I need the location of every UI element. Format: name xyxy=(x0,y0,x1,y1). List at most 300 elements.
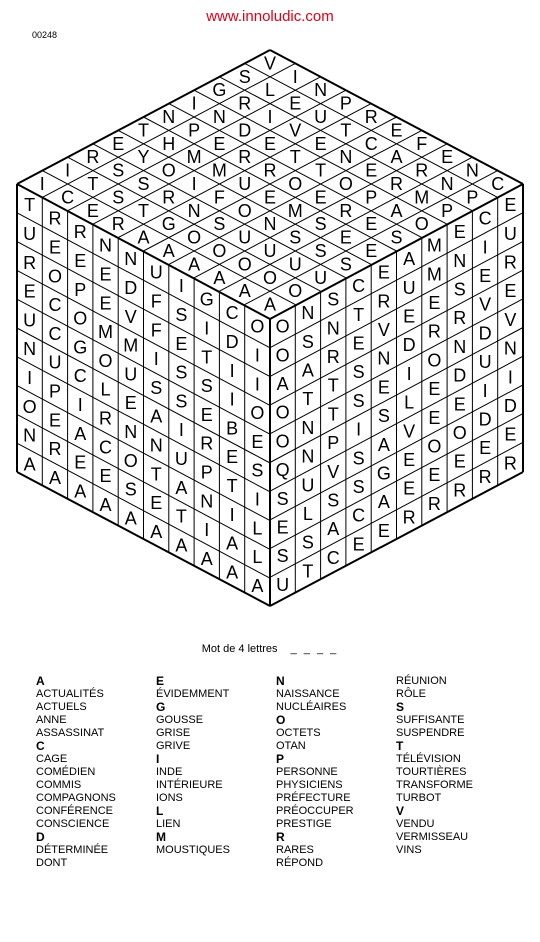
left-cell-letter[interactable]: I xyxy=(254,489,260,510)
right-cell-letter[interactable]: D xyxy=(478,323,492,344)
top-cell-letter[interactable]: P xyxy=(188,120,201,141)
right-cell-letter[interactable]: A xyxy=(377,434,390,455)
left-cell-letter[interactable]: N xyxy=(99,235,112,256)
left-cell-letter[interactable]: E xyxy=(150,493,163,514)
right-cell-letter[interactable]: I xyxy=(356,419,362,440)
left-cell-letter[interactable]: U xyxy=(149,262,163,283)
top-cell-letter[interactable]: E xyxy=(263,133,277,154)
right-cell-letter[interactable]: N xyxy=(453,336,467,357)
right-cell-letter[interactable]: V xyxy=(504,309,517,330)
top-cell-letter[interactable]: I xyxy=(65,160,71,181)
right-cell-letter[interactable]: D xyxy=(478,409,492,430)
top-cell-letter[interactable]: A xyxy=(213,267,226,288)
right-cell-letter[interactable]: T xyxy=(353,304,365,325)
right-cell-letter[interactable]: E xyxy=(479,438,492,459)
left-cell-letter[interactable]: P xyxy=(48,381,62,402)
left-cell-letter[interactable]: I xyxy=(204,520,210,540)
right-cell-letter[interactable]: I xyxy=(507,367,513,388)
left-cell-letter[interactable]: E xyxy=(23,281,36,302)
right-cell-letter[interactable]: E xyxy=(453,394,466,415)
top-cell-letter[interactable]: P xyxy=(466,187,479,208)
right-cell-letter[interactable]: S xyxy=(453,279,466,300)
left-cell-letter[interactable]: I xyxy=(229,360,235,381)
left-cell-letter[interactable]: A xyxy=(150,406,163,427)
top-cell-letter[interactable]: S xyxy=(289,227,302,248)
left-cell-letter[interactable]: O xyxy=(123,450,138,471)
top-cell-letter[interactable]: D xyxy=(238,120,252,141)
top-cell-letter[interactable]: M xyxy=(287,200,303,221)
left-cell-letter[interactable]: E xyxy=(124,393,137,414)
top-cell-letter[interactable]: N xyxy=(465,160,479,181)
top-cell-letter[interactable]: S xyxy=(112,187,125,208)
top-cell-letter[interactable]: E xyxy=(314,187,327,208)
right-cell-letter[interactable]: D xyxy=(453,365,467,386)
right-cell-letter[interactable]: N xyxy=(453,250,467,271)
left-cell-letter[interactable]: S xyxy=(175,362,188,383)
left-cell-letter[interactable]: T xyxy=(226,475,238,496)
right-cell-letter[interactable]: R xyxy=(326,347,340,367)
top-cell-letter[interactable]: G xyxy=(161,214,176,235)
right-cell-letter[interactable]: E xyxy=(453,222,466,243)
top-cell-letter[interactable]: R xyxy=(86,147,100,168)
top-cell-letter[interactable]: A xyxy=(390,200,403,221)
top-cell-letter[interactable]: A xyxy=(137,227,150,248)
right-cell-letter[interactable]: S xyxy=(377,406,390,427)
top-cell-letter[interactable]: A xyxy=(188,254,201,275)
left-cell-letter[interactable]: G xyxy=(199,289,214,310)
left-cell-letter[interactable]: I xyxy=(178,276,184,297)
top-cell-letter[interactable]: I xyxy=(191,93,197,114)
left-cell-letter[interactable]: A xyxy=(124,508,137,529)
top-cell-letter[interactable]: O xyxy=(288,281,303,302)
right-cell-letter[interactable]: R xyxy=(503,453,517,474)
right-cell-letter[interactable]: S xyxy=(327,289,340,310)
right-cell-letter[interactable]: E xyxy=(403,478,416,499)
left-cell-letter[interactable]: E xyxy=(99,293,112,314)
left-cell-letter[interactable]: O xyxy=(250,316,265,337)
left-cell-letter[interactable]: R xyxy=(48,208,62,229)
left-cell-letter[interactable]: I xyxy=(27,367,33,388)
right-cell-letter[interactable]: E xyxy=(453,451,466,472)
left-cell-letter[interactable]: C xyxy=(73,366,87,387)
right-cell-letter[interactable]: V xyxy=(377,320,390,340)
left-cell-letter[interactable]: A xyxy=(251,575,264,596)
top-cell-letter[interactable]: E xyxy=(339,227,352,248)
top-cell-letter[interactable]: E xyxy=(441,147,454,168)
right-cell-letter[interactable]: U xyxy=(402,277,416,298)
right-cell-letter[interactable]: V xyxy=(327,461,340,482)
top-cell-letter[interactable]: U xyxy=(238,174,252,194)
right-cell-letter[interactable]: E xyxy=(403,450,416,470)
top-cell-letter[interactable]: T xyxy=(289,147,301,168)
top-cell-letter[interactable]: I xyxy=(39,174,45,194)
top-cell-letter[interactable]: O xyxy=(288,174,303,194)
left-cell-letter[interactable]: A xyxy=(150,521,163,542)
top-cell-letter[interactable]: U xyxy=(288,254,302,275)
left-cell-letter[interactable]: R xyxy=(200,433,214,454)
right-cell-letter[interactable]: A xyxy=(276,374,289,394)
right-cell-letter[interactable]: U xyxy=(276,574,290,595)
left-cell-letter[interactable]: O xyxy=(250,403,265,424)
left-cell-letter[interactable]: D xyxy=(124,277,138,298)
right-cell-letter[interactable]: G xyxy=(376,463,391,484)
right-cell-letter[interactable]: D xyxy=(402,335,416,356)
left-cell-letter[interactable]: M xyxy=(98,322,113,343)
right-cell-letter[interactable]: C xyxy=(352,276,366,297)
left-cell-letter[interactable]: G xyxy=(73,337,88,358)
top-cell-letter[interactable]: I xyxy=(267,107,273,127)
right-cell-letter[interactable]: M xyxy=(426,235,442,256)
left-cell-letter[interactable]: O xyxy=(98,350,113,371)
left-cell-letter[interactable]: R xyxy=(23,252,37,273)
left-cell-letter[interactable]: V xyxy=(124,306,137,327)
right-cell-letter[interactable]: O xyxy=(452,423,467,443)
top-cell-letter[interactable]: S xyxy=(339,254,352,275)
left-cell-letter[interactable]: F xyxy=(150,320,162,341)
left-cell-letter[interactable]: B xyxy=(226,418,239,439)
right-cell-letter[interactable]: S xyxy=(352,390,365,411)
left-cell-letter[interactable]: I xyxy=(229,504,235,525)
left-cell-letter[interactable]: T xyxy=(175,506,187,527)
right-cell-letter[interactable]: V xyxy=(479,294,492,315)
top-cell-letter[interactable]: P xyxy=(339,93,352,114)
left-cell-letter[interactable]: S xyxy=(175,304,188,325)
top-cell-letter[interactable]: M xyxy=(211,160,227,181)
left-cell-letter[interactable]: S xyxy=(175,391,188,412)
right-cell-letter[interactable]: I xyxy=(482,237,488,258)
right-cell-letter[interactable]: C xyxy=(326,547,340,568)
left-cell-letter[interactable]: I xyxy=(77,394,83,415)
top-cell-letter[interactable]: E xyxy=(365,214,378,235)
right-cell-letter[interactable]: S xyxy=(301,532,314,553)
left-cell-letter[interactable]: E xyxy=(226,447,239,468)
left-cell-letter[interactable]: M xyxy=(123,335,139,356)
right-cell-letter[interactable]: E xyxy=(428,465,441,486)
site-url-link[interactable]: www.innoludic.com xyxy=(206,8,334,25)
top-cell-letter[interactable]: O xyxy=(187,227,202,248)
left-cell-letter[interactable]: L xyxy=(100,379,111,400)
top-cell-letter[interactable]: O xyxy=(212,241,227,261)
right-cell-letter[interactable]: E xyxy=(428,407,441,428)
right-cell-letter[interactable]: I xyxy=(482,380,488,401)
right-cell-letter[interactable]: E xyxy=(504,424,517,445)
top-cell-letter[interactable]: H xyxy=(162,133,176,154)
top-cell-letter[interactable]: C xyxy=(491,174,505,194)
left-cell-letter[interactable]: A xyxy=(74,423,87,444)
left-cell-letter[interactable]: N xyxy=(23,339,37,360)
top-cell-letter[interactable]: R xyxy=(238,147,252,168)
left-cell-letter[interactable]: D xyxy=(225,331,239,352)
top-cell-letter[interactable]: O xyxy=(338,174,353,194)
left-cell-letter[interactable]: T xyxy=(150,464,162,485)
right-cell-letter[interactable]: O xyxy=(275,431,290,452)
right-cell-letter[interactable]: V xyxy=(403,421,416,442)
top-cell-letter[interactable]: E xyxy=(365,241,378,261)
left-cell-letter[interactable]: A xyxy=(175,477,188,498)
right-cell-letter[interactable]: N xyxy=(377,348,391,369)
right-cell-letter[interactable]: P xyxy=(327,433,340,454)
top-cell-letter[interactable]: S xyxy=(314,241,327,261)
top-cell-letter[interactable]: T xyxy=(340,120,352,141)
top-cell-letter[interactable]: U xyxy=(314,267,328,288)
right-cell-letter[interactable]: L xyxy=(404,392,415,413)
top-cell-letter[interactable]: A xyxy=(162,241,175,261)
left-cell-letter[interactable]: E xyxy=(251,431,264,452)
top-cell-letter[interactable]: N xyxy=(440,174,454,194)
right-cell-letter[interactable]: O xyxy=(275,345,290,366)
top-cell-letter[interactable]: I xyxy=(191,174,197,194)
left-cell-letter[interactable]: A xyxy=(226,533,239,554)
right-cell-letter[interactable]: O xyxy=(427,436,442,457)
top-cell-letter[interactable]: A xyxy=(390,147,403,168)
right-cell-letter[interactable]: S xyxy=(352,477,365,497)
left-cell-letter[interactable]: A xyxy=(48,467,62,488)
left-cell-letter[interactable]: C xyxy=(99,437,112,458)
left-cell-letter[interactable]: N xyxy=(124,421,138,442)
top-cell-letter[interactable]: R xyxy=(364,107,378,127)
top-cell-letter[interactable]: E xyxy=(263,187,277,208)
right-cell-letter[interactable]: T xyxy=(302,561,314,582)
right-cell-letter[interactable]: R xyxy=(402,507,416,528)
left-cell-letter[interactable]: L xyxy=(252,518,263,539)
left-cell-letter[interactable]: N xyxy=(124,249,138,270)
top-cell-letter[interactable]: E xyxy=(314,133,327,154)
top-cell-letter[interactable]: N xyxy=(314,80,328,101)
right-cell-letter[interactable]: S xyxy=(352,362,365,383)
left-cell-letter[interactable]: N xyxy=(200,491,214,512)
left-cell-letter[interactable]: N xyxy=(149,435,163,456)
left-cell-letter[interactable]: F xyxy=(150,291,162,312)
left-cell-letter[interactable]: I xyxy=(254,374,260,395)
top-cell-letter[interactable]: R xyxy=(263,160,277,181)
left-cell-letter[interactable]: E xyxy=(74,250,87,271)
right-cell-letter[interactable]: E xyxy=(428,379,441,400)
left-cell-letter[interactable]: E xyxy=(175,333,188,354)
left-cell-letter[interactable]: E xyxy=(99,466,112,487)
right-cell-letter[interactable]: R xyxy=(427,321,441,342)
right-cell-letter[interactable]: E xyxy=(352,534,365,555)
left-cell-letter[interactable]: R xyxy=(48,439,62,460)
right-cell-letter[interactable]: N xyxy=(503,338,517,359)
top-cell-letter[interactable]: O xyxy=(237,254,252,275)
top-cell-letter[interactable]: T xyxy=(138,200,149,221)
right-cell-letter[interactable]: O xyxy=(275,402,290,423)
top-cell-letter[interactable]: U xyxy=(314,107,328,127)
left-cell-letter[interactable]: I xyxy=(229,389,235,410)
top-cell-letter[interactable]: O xyxy=(262,267,278,288)
right-cell-letter[interactable]: R xyxy=(427,493,441,514)
top-cell-letter[interactable]: E xyxy=(365,160,378,181)
right-cell-letter[interactable]: U xyxy=(503,223,517,244)
top-cell-letter[interactable]: N xyxy=(339,147,353,168)
left-cell-letter[interactable]: C xyxy=(48,295,62,316)
right-cell-letter[interactable]: E xyxy=(377,377,390,398)
left-cell-letter[interactable]: U xyxy=(48,352,62,373)
top-cell-letter[interactable]: R xyxy=(390,174,403,194)
top-cell-letter[interactable]: S xyxy=(238,66,251,87)
left-cell-letter[interactable]: I xyxy=(204,318,210,339)
top-cell-letter[interactable]: T xyxy=(138,120,149,141)
right-cell-letter[interactable]: S xyxy=(301,331,314,352)
top-cell-letter[interactable]: M xyxy=(414,187,430,208)
top-cell-letter[interactable]: E xyxy=(390,120,403,141)
top-cell-letter[interactable]: R xyxy=(111,214,125,235)
left-cell-letter[interactable]: U xyxy=(124,364,138,385)
top-cell-letter[interactable]: N xyxy=(263,214,277,235)
top-cell-letter[interactable]: O xyxy=(161,160,176,181)
right-cell-letter[interactable]: A xyxy=(327,519,340,540)
left-cell-letter[interactable]: S xyxy=(124,479,137,500)
left-cell-letter[interactable]: E xyxy=(200,404,213,425)
right-cell-letter[interactable]: R xyxy=(503,252,517,273)
right-cell-letter[interactable]: T xyxy=(327,404,339,425)
right-cell-letter[interactable]: Q xyxy=(275,460,290,481)
right-cell-letter[interactable]: R xyxy=(377,291,391,312)
top-cell-letter[interactable]: R xyxy=(415,160,429,181)
right-cell-letter[interactable]: I xyxy=(406,363,412,384)
top-cell-letter[interactable]: R xyxy=(162,187,176,208)
top-cell-letter[interactable]: N xyxy=(212,107,226,127)
right-cell-letter[interactable]: R xyxy=(453,308,467,329)
left-cell-letter[interactable]: A xyxy=(226,562,239,583)
top-cell-letter[interactable]: S xyxy=(314,214,327,235)
left-cell-letter[interactable]: C xyxy=(225,303,239,324)
right-cell-letter[interactable]: R xyxy=(453,480,467,501)
left-cell-letter[interactable]: R xyxy=(99,408,112,429)
left-cell-letter[interactable]: I xyxy=(178,420,184,441)
right-cell-letter[interactable]: S xyxy=(276,488,289,509)
right-cell-letter[interactable]: N xyxy=(301,446,315,467)
right-cell-letter[interactable]: E xyxy=(428,293,441,313)
left-cell-letter[interactable]: A xyxy=(99,494,112,515)
right-cell-letter[interactable]: E xyxy=(276,517,289,538)
right-cell-letter[interactable]: N xyxy=(301,303,315,324)
top-cell-letter[interactable]: C xyxy=(61,187,75,208)
left-cell-letter[interactable]: U xyxy=(23,223,37,244)
right-cell-letter[interactable]: S xyxy=(327,490,340,511)
top-cell-letter[interactable]: C xyxy=(364,133,378,154)
top-cell-letter[interactable]: I xyxy=(292,66,298,87)
top-cell-letter[interactable]: R xyxy=(238,93,252,114)
left-cell-letter[interactable]: T xyxy=(24,195,36,216)
left-cell-letter[interactable]: A xyxy=(74,481,87,502)
top-cell-letter[interactable]: S xyxy=(390,227,403,248)
top-cell-letter[interactable]: A xyxy=(263,294,277,315)
top-cell-letter[interactable]: M xyxy=(186,147,202,168)
right-cell-letter[interactable]: U xyxy=(478,352,492,373)
right-cell-letter[interactable]: N xyxy=(326,318,340,339)
top-cell-letter[interactable]: G xyxy=(212,80,227,101)
top-cell-letter[interactable]: O xyxy=(414,214,429,235)
top-cell-letter[interactable]: E xyxy=(112,133,125,154)
left-cell-letter[interactable]: I xyxy=(254,345,260,366)
right-cell-letter[interactable]: A xyxy=(377,492,390,513)
top-cell-letter[interactable]: V xyxy=(289,120,302,141)
left-cell-letter[interactable]: E xyxy=(99,264,112,285)
left-cell-letter[interactable]: P xyxy=(200,462,213,483)
right-cell-letter[interactable]: D xyxy=(503,396,517,416)
left-cell-letter[interactable]: A xyxy=(175,535,188,556)
top-cell-letter[interactable]: O xyxy=(237,200,252,221)
left-cell-letter[interactable]: U xyxy=(174,448,188,469)
top-cell-letter[interactable]: A xyxy=(238,281,251,302)
left-cell-letter[interactable]: S xyxy=(200,376,213,397)
top-cell-letter[interactable]: S xyxy=(213,214,226,235)
left-cell-letter[interactable]: A xyxy=(23,454,36,475)
right-cell-letter[interactable]: O xyxy=(427,350,442,371)
right-cell-letter[interactable]: O xyxy=(275,316,290,337)
right-cell-letter[interactable]: E xyxy=(403,306,416,327)
top-cell-letter[interactable]: P xyxy=(365,187,378,208)
right-cell-letter[interactable]: A xyxy=(301,360,314,381)
left-cell-letter[interactable]: C xyxy=(48,323,62,344)
top-cell-letter[interactable]: E xyxy=(213,133,226,154)
left-cell-letter[interactable]: S xyxy=(251,460,264,481)
left-cell-letter[interactable]: E xyxy=(48,410,62,431)
top-cell-letter[interactable]: N xyxy=(187,200,201,221)
right-cell-letter[interactable]: A xyxy=(403,249,416,270)
top-cell-letter[interactable]: F xyxy=(416,133,428,154)
right-cell-letter[interactable]: T xyxy=(327,375,339,396)
left-cell-letter[interactable]: R xyxy=(73,222,87,243)
right-cell-letter[interactable]: L xyxy=(302,504,313,524)
top-cell-letter[interactable]: T xyxy=(315,160,327,181)
right-cell-letter[interactable]: U xyxy=(301,475,315,496)
right-cell-letter[interactable]: E xyxy=(504,281,517,302)
right-cell-letter[interactable]: E xyxy=(352,333,365,354)
left-cell-letter[interactable]: U xyxy=(23,310,37,331)
left-cell-letter[interactable]: O xyxy=(47,266,63,287)
right-cell-letter[interactable]: E xyxy=(504,195,517,216)
right-cell-letter[interactable]: R xyxy=(478,466,492,487)
left-cell-letter[interactable]: E xyxy=(48,237,62,258)
left-cell-letter[interactable]: I xyxy=(153,349,159,370)
right-cell-letter[interactable]: E xyxy=(479,266,492,286)
left-cell-letter[interactable]: S xyxy=(150,377,163,398)
left-cell-letter[interactable]: E xyxy=(74,452,87,473)
right-cell-letter[interactable]: T xyxy=(302,389,314,410)
top-cell-letter[interactable]: E xyxy=(86,200,99,221)
top-cell-letter[interactable]: S xyxy=(137,174,150,194)
top-cell-letter[interactable]: U xyxy=(238,227,252,248)
left-cell-letter[interactable]: P xyxy=(74,279,87,300)
top-cell-letter[interactable]: N xyxy=(162,107,176,127)
top-cell-letter[interactable]: P xyxy=(441,200,454,221)
top-cell-letter[interactable]: U xyxy=(263,241,277,261)
right-cell-letter[interactable]: M xyxy=(426,264,442,285)
left-cell-letter[interactable]: N xyxy=(23,425,37,446)
top-cell-letter[interactable]: T xyxy=(87,174,99,194)
left-cell-letter[interactable]: L xyxy=(252,547,263,567)
top-cell-letter[interactable]: F xyxy=(213,187,225,208)
right-cell-letter[interactable]: S xyxy=(276,546,289,567)
right-cell-letter[interactable]: C xyxy=(352,505,366,526)
top-cell-letter[interactable]: Y xyxy=(137,147,150,168)
top-cell-letter[interactable]: S xyxy=(112,160,125,181)
right-cell-letter[interactable]: E xyxy=(377,520,390,541)
top-cell-letter[interactable]: E xyxy=(289,93,302,114)
top-cell-letter[interactable]: R xyxy=(339,200,353,221)
right-cell-letter[interactable]: E xyxy=(377,262,390,283)
left-cell-letter[interactable]: T xyxy=(201,347,213,368)
right-cell-letter[interactable]: N xyxy=(301,417,315,438)
right-cell-letter[interactable]: C xyxy=(478,208,492,229)
top-cell-letter[interactable]: V xyxy=(263,53,277,74)
left-cell-letter[interactable]: A xyxy=(200,548,213,569)
left-cell-letter[interactable]: O xyxy=(73,308,88,329)
left-cell-letter[interactable]: O xyxy=(22,396,37,417)
right-cell-letter[interactable]: S xyxy=(352,448,365,469)
